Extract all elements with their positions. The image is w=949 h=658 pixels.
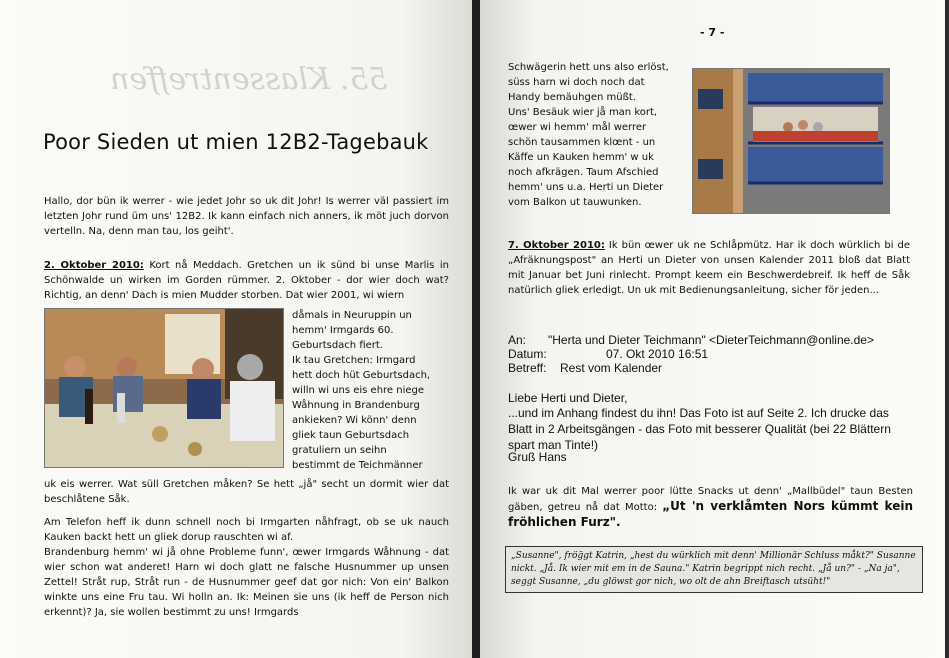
top-line: noch afkrägen. Taum Afschied [508,167,659,178]
wrap-line: dåmals in Neuruppin un [292,310,412,321]
top-line: vom Balkon ut tauwunken. [508,197,642,208]
closing-text: Ik war uk dit Mal werrer poor lütte Snacks ut denn' „Mallbüdel" taun Besten gäben, getreu nå dat Motto: [508,486,913,513]
wrap-line: Wåhnung in Brandenburg [292,400,420,411]
top-line: Handy bemäuhgen müßt. [508,92,636,103]
closing-paragraph [508,484,913,531]
email-subject-label: Betreff: [508,361,547,375]
paragraph-brandenburg: Brandenburg hemm' wi jå ohne Probleme funn', œwer Irmgards Wåhnung - dat wier schon wat anderet! Harn wi doch glatt ne falsche Husnummer up unsen Zettel! Stråt rup, Stråt run - de Husnummer geef dat gor nich: Von ein' Balkon winkte uns eine Fru tau. Wi holln an. Ik: Meinen sie uns (ik heff de Person nich erkennt)? Ja, sie wollen bestimmt zu uns! Irmgards [44,547,449,618]
wrap-line: ankieken? Wi könn' denn [292,415,417,426]
entry-date: 2. Oktober 2010: [44,260,144,271]
paragraph-continued: uk eis werrer. Wat süll Gretchen måken? Se hett „jå" secht un dormit wier dat beschlåtene Såk. [44,479,449,505]
top-line: Uns' Besäuk wier jå man kort, [508,107,658,118]
wrap-line: hemm' Irmgards 60. [292,325,394,336]
book-gutter [472,0,480,658]
email-body: ...und im Anhang findest du ihn! Das Foto ist auf Seite 2. Ich drucke das Blatt in 2 Arbeitsgängen - das Foto mit besserer Qualität (bei 22 Blättern spart man Tinte!) [508,406,891,452]
wrap-line: hett doch hüt Geburtsdach, [292,370,431,381]
paragraph-telephone: Am Telefon heff ik dunn schnell noch bi Irmgarten nåhfragt, ob se uk nauch Kauken backt hett un gliek dorup rauschten wi af. [44,517,449,543]
photo-illustration [45,309,283,467]
page-number: - 7 - [700,26,725,39]
entry-date: 7. Oktober 2010: [508,240,605,251]
entry-text: Ik bün œwer uk ne Schlåpmütz. Har ik doch würklich bi de „Afräknungspost" an Herti un Dieter von unsen Kalender 2011 bloß dat Blatt mit Januar bet Juni rinlecht. Prompt keem ein Beschwerdebreif. Ik heff de Såk natürlich gliek erledigt. Un uk mit Bedienungsanleitung, sicher för jeden... [508,240,910,296]
email-to-label: An: [508,333,527,347]
wrap-line: gratuliern un seihn [292,445,387,456]
left-page [0,0,472,658]
top-line: hemm' uns u.a. Herti un Dieter [508,182,664,193]
email-date-value: 07. Okt 2010 16:51 [606,347,709,361]
email-signoff: Gruß Hans [508,450,567,464]
intro-paragraph: Hallo, dor bün ik werrer - wie jedet Johr so uk dit Johr! Is werrer väl passiert im letzten Johr rund üm uns' 12B2. Ik kann einfach nich anners, ik möt juch dorvon vertelln. Na, denn man tau, los geiht'. [44,196,449,237]
ghost-show-through: 55. Klassentreffen [110,62,388,97]
top-line: Käffe un Kauken hemm' w uk [508,152,654,163]
top-line: schön tausammen klœnt - un [508,137,656,148]
top-line: Schwägerin hett uns also erlöst, [508,62,669,73]
page-title: Poor Sieden ut mien 12B2-Tagebauk [43,130,429,154]
wrap-line: bestimmt de Teichmänner [292,460,423,471]
photo-illustration [693,69,889,213]
email-date-label: Datum: [508,347,547,361]
wrap-line: Ik tau Gretchen: Irmgard [292,355,416,366]
entry-text: Kort nå Meddach. Gretchen un ik sünd bi unse Marlis in Schönwalde un wirken im Gorden rümmer. 2. Oktober - dor wier doch wat? Richtig, an denn' Dach is mien Mudder storben. Dat wier 2001, wi wiern [44,260,449,301]
entry-oct-2 [44,258,449,303]
motto: „Ut 'n verklåmten Nors kümmt kein fröhlichen Furz". [508,499,913,529]
email-subject-value: Rest vom Kalender [560,361,663,375]
wrap-line: gliek taun Geburtsdach [292,430,410,441]
wrap-line: willn wi uns eis ehre niege [292,385,425,396]
balcony-photo [692,68,890,214]
wrap-line: Geburtsdach fiert. [292,340,383,351]
top-line: œwer wi hemm' mål werrer [508,122,647,133]
family-photo [44,308,284,468]
entry-oct-7 [508,238,910,298]
email-to-value: "Herta und Dieter Teichmann" <DieterTeichmann@online.de> [548,333,874,347]
top-line: süss harn wi doch noch dat [508,77,645,88]
joke-box: „Susanne", frög̈gt Katrin, „hest du würklich mit denn' Millionär Schluss måkt?" Susanne nickt. „Jå. Ik wier mit em in de Sauna." Katrin begrippt nich recht. „Jå un?" - „Na ja", seggt Susanne, „du glöwst gor nich, wo olt de ahn Breiftasch utsüht!" [505,546,923,593]
email-greeting: Liebe Herti und Dieter, [508,391,628,405]
